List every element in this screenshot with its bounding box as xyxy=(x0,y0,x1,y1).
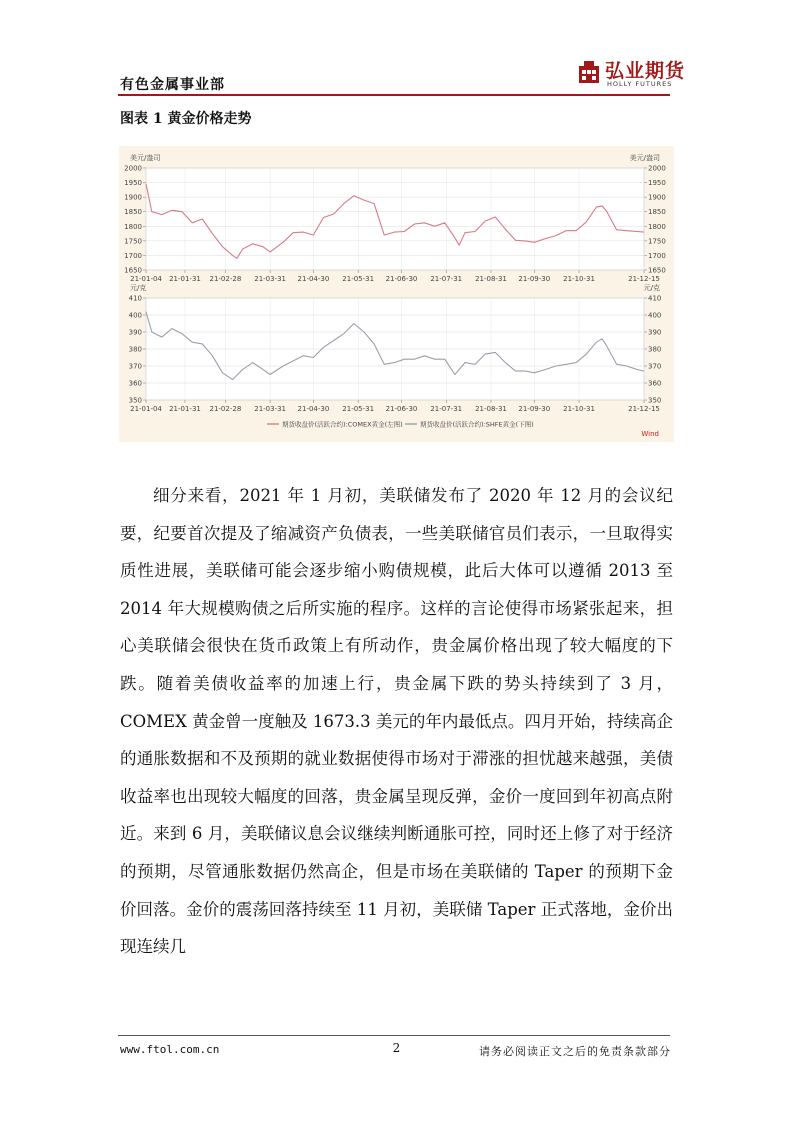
x-tick-label: 21-04-30 xyxy=(297,405,330,413)
y-tick-label: 350 xyxy=(128,396,142,405)
y-tick-label: 370 xyxy=(128,362,142,371)
x-tick-label: 21-03-31 xyxy=(254,405,287,413)
y-tick-label-right: 380 xyxy=(648,345,662,354)
x-tick-label: 21-01-04 xyxy=(130,275,162,283)
x-tick-label: 21-12-15 xyxy=(628,275,660,283)
logo-mark-icon xyxy=(578,58,600,84)
y-tick-label-right: 1850 xyxy=(648,208,666,217)
x-tick-label: 21-06-30 xyxy=(385,275,418,283)
x-tick-label: 21-02-28 xyxy=(209,275,242,283)
header-divider xyxy=(118,94,670,96)
y-tick-label: 1750 xyxy=(124,237,142,246)
footer-divider xyxy=(118,1035,670,1036)
x-tick-label: 21-02-28 xyxy=(209,405,242,413)
y-tick-label-right: 400 xyxy=(648,311,662,320)
legend-label-comex: 期货收盘价(活跃合约):COMEX黄金(左图) xyxy=(282,420,403,429)
y-tick-label-right: 1750 xyxy=(648,237,666,246)
x-tick-label: 21-10-31 xyxy=(563,275,595,283)
body-paragraph: 细分来看，2021 年 1 月初，美联储发布了 2020 年 12 月的会议纪要，纪要首次提及了缩减资产负债表，一些美联储官员们表示，一旦取得实质性进展，美联储可能会逐步缩小购债规模，此后大体可以遵循 2013 至 2014 年大规模购债之后所实施的程序。这样的言论使得市场紧张起来，担心美联储会很快在货币政策上有所动作，贵金属价格出现了较大幅度的下跌。随着美债收益率的加速上行，贵金属下跌的势头持续到了 3 月，COMEX 黄金曾一度触及 1673.3 美元的年内最低点。四月开始，持续高企的通胀数据和不及预期的就业数据使得市场对于滞涨的担忧越来越强，美债收益率也出现较大幅度的回落，贵金属呈现反弹，金价一度回到年初高点附近。来到 6 月，美联储议息会议继续判断通胀可控，同时还上修了对于经济的预期，尽管通胀数据仍然高企，但是市场在美联储的 Taper 的预期下金价回落。金价的震荡回落持续至 11 月初，美联储 Taper 正式落地，金价出现连续几 xyxy=(120,486,673,957)
y-tick-label: 2000 xyxy=(124,164,142,173)
chart-svg xyxy=(119,146,674,442)
y-tick-label-right: 1900 xyxy=(648,193,666,202)
x-tick-label: 21-03-31 xyxy=(254,275,287,283)
gold-price-chart xyxy=(119,146,674,442)
y-tick-label-right: 410 xyxy=(648,294,662,303)
y-tick-label: 1650 xyxy=(124,266,142,275)
y-tick-label-right: 1800 xyxy=(648,222,666,231)
x-tick-label: 21-08-31 xyxy=(475,275,507,283)
legend-label-shfe: 期货收盘价(活跃合约):SHFE黄金(下图) xyxy=(420,420,534,429)
x-tick-label: 21-06-30 xyxy=(385,405,418,413)
y-tick-label-right: 1650 xyxy=(648,266,666,275)
y-tick-label: 1800 xyxy=(124,222,142,231)
y-tick-label: 360 xyxy=(128,379,142,388)
x-tick-label: 21-01-04 xyxy=(130,405,162,413)
body-text xyxy=(120,477,673,966)
y-axis-label: 美元/盎司 xyxy=(130,154,161,162)
y-tick-label: 390 xyxy=(128,328,142,337)
x-tick-label: 21-01-31 xyxy=(169,275,201,283)
x-tick-label: 21-09-30 xyxy=(518,275,551,283)
logo-text-cn: 弘业期货 xyxy=(605,60,686,82)
x-tick-label: 21-07-31 xyxy=(430,275,463,283)
x-tick-label: 21-05-31 xyxy=(342,405,375,413)
footer-url: www.ftol.com.cn xyxy=(120,1043,220,1056)
y-axis-label-right: 元/克 xyxy=(643,284,660,292)
x-tick-label: 21-05-31 xyxy=(342,275,375,283)
y-tick-label-right: 2000 xyxy=(648,164,666,173)
department-name: 有色金属事业部 xyxy=(120,77,225,93)
y-tick-label-right: 390 xyxy=(648,328,662,337)
x-tick-label: 21-09-30 xyxy=(518,405,551,413)
y-tick-label: 1700 xyxy=(124,251,142,260)
y-axis-label-right: 美元/盎司 xyxy=(629,154,660,162)
footer-disclaimer: 请务必阅读正文之后的免责条款部分 xyxy=(479,1045,671,1058)
y-tick-label-right: 370 xyxy=(648,362,662,371)
x-tick-label: 21-12-15 xyxy=(628,405,660,413)
y-axis-label: 元/克 xyxy=(130,284,147,292)
y-tick-label: 1900 xyxy=(124,193,142,202)
y-tick-label: 400 xyxy=(128,311,142,320)
x-tick-label: 21-07-31 xyxy=(430,405,463,413)
y-tick-label-right: 1700 xyxy=(648,251,666,260)
y-tick-label: 1850 xyxy=(124,208,142,217)
y-tick-label-right: 1950 xyxy=(648,179,666,188)
page-number: 2 xyxy=(392,1041,401,1055)
logo-text-en: HOLLY FUTURES xyxy=(607,80,673,88)
y-tick-label: 410 xyxy=(128,294,142,303)
x-tick-label: 21-04-30 xyxy=(297,275,330,283)
plot-area-top-panel xyxy=(146,168,644,270)
company-logo xyxy=(578,56,686,90)
x-tick-label: 21-10-31 xyxy=(563,405,595,413)
chart-source: Wind xyxy=(641,430,659,438)
y-tick-label: 380 xyxy=(128,345,142,354)
figure-title: 图表 1 黄金价格走势 xyxy=(120,111,252,127)
y-tick-label-right: 350 xyxy=(648,396,662,405)
y-tick-label: 1950 xyxy=(124,179,142,188)
x-tick-label: 21-08-31 xyxy=(475,405,507,413)
y-tick-label-right: 360 xyxy=(648,379,662,388)
x-tick-label: 21-01-31 xyxy=(169,405,201,413)
